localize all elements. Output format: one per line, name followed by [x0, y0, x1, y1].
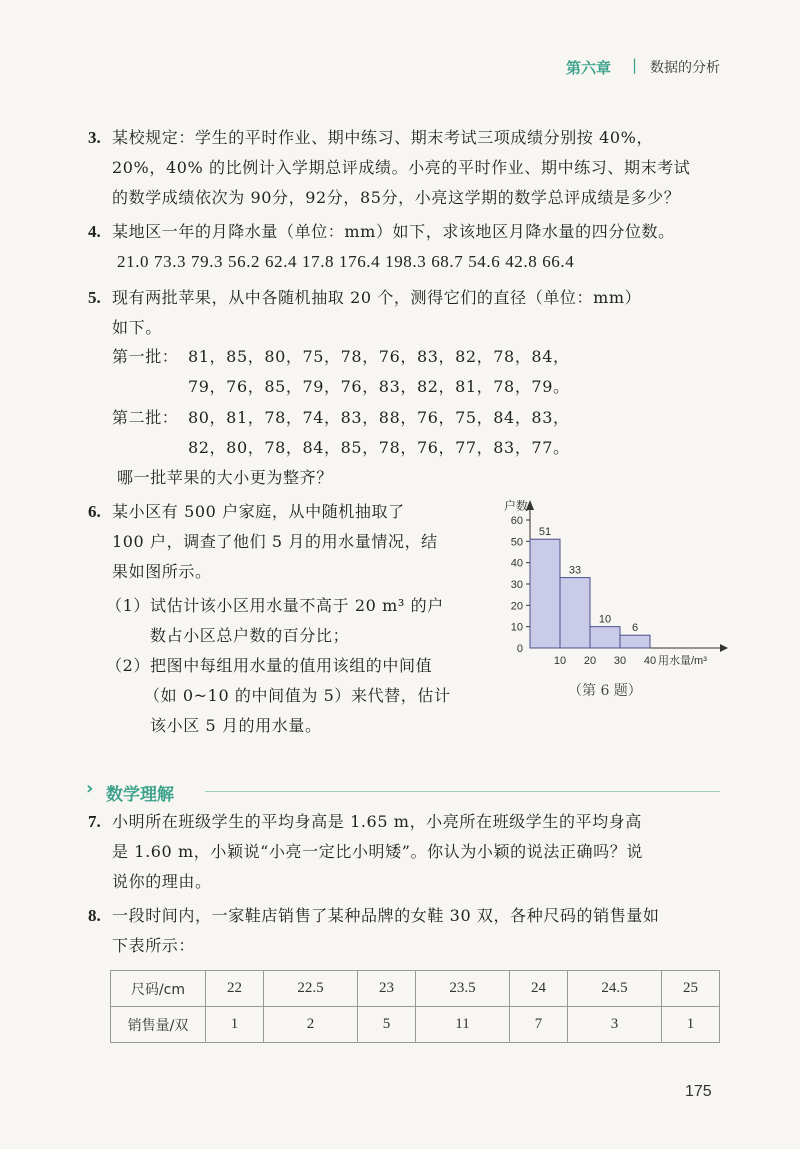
question-8-line-1: 一段时间内，一家鞋店销售了某种品牌的女鞋 30 双，各种尺码的销售量如 [112, 906, 660, 925]
question-7-line-1: 小明所在班级学生的平均身高是 1.65 m，小亮所在班级学生的平均身高 [112, 812, 642, 831]
water-usage-histogram [488, 496, 738, 676]
batch-1-values-line-2: 79，76，85，79，76，83，82，81，78，79。 [188, 377, 570, 396]
question-6-line-2: 100 户，调查了他们 5 月的用水量情况，结 [112, 532, 438, 551]
table-cell: 3 [567, 1007, 661, 1043]
question-3-line-1: 某校规定：学生的平时作业、期中练习、期末考试三项成绩分别按 40%， [112, 128, 654, 147]
x-axis-label: 用水量/m³ [658, 655, 707, 667]
bar-data-label: 51 [538, 526, 552, 539]
question-7-line-2: 是 1.60 m，小颖说“小亮一定比小明矮”。你认为小颖的说法正确吗？说 [112, 842, 643, 861]
histogram-bar [620, 635, 650, 648]
question-7-line-3: 说你的理由。 [112, 872, 212, 891]
sub-question-1-line-1: 试估计该小区用水量不高于 20 m³ 的户 [150, 596, 444, 615]
x-tick-label: 40 [643, 655, 657, 667]
section-title: 数学理解 [106, 785, 174, 805]
y-tick-label: 30 [510, 579, 523, 591]
batch-1-label: 第一批： [112, 347, 179, 366]
chapter-title: 数据的分析 [650, 60, 720, 76]
table-cell: 11 [415, 1007, 509, 1043]
chapter-label: 第六章 [566, 59, 612, 77]
table-cell: 1 [206, 1007, 264, 1043]
table-row [111, 1007, 720, 1043]
table-cell: 5 [358, 1007, 416, 1043]
table-cell: 23.5 [415, 971, 509, 1007]
batch-1-values-line-1: 81，85，80，75，78，76，83，82，78，84， [188, 347, 570, 366]
sub-question-2-label: （2） [106, 656, 150, 675]
question-3-number: 3. [88, 128, 101, 147]
sub-question-2-line-1: 把图中每组用水量的值用该组的中间值 [150, 656, 433, 675]
question-3-line-2: 20%，40% 的比例计入学期总评成绩。小亮的平时作业、期中练习、期末考试 [112, 158, 691, 177]
row-header-sales: 销售量/双 [111, 1007, 206, 1043]
batch-2-values-line-1: 80，81，78，74，83，88，76，75，84，83， [188, 408, 570, 427]
question-3-line-3: 的数学成绩依次为 90分，92分，85分，小亮这学期的数学总评成绩是多少？ [112, 188, 681, 207]
histogram-bar [530, 539, 560, 648]
y-tick-label: 20 [510, 600, 523, 613]
y-axis-label: 户数 [503, 499, 528, 513]
question-4-line-1: 某地区一年的月降水量（单位：mm）如下，求该地区月降水量的四分位数。 [112, 222, 675, 241]
row-header-size: 尺码/cm [111, 971, 206, 1007]
y-tick-label: 0 [516, 643, 523, 655]
question-5-line-1: 现有两批苹果，从中各随机抽取 20 个，测得它们的直径（单位：mm） [112, 288, 642, 307]
figure-caption: （第 6 题） [568, 683, 642, 699]
question-5-ask: 哪一批苹果的大小更为整齐？ [117, 468, 333, 487]
y-tick-label: 50 [510, 536, 523, 549]
x-tick-label: 10 [553, 655, 567, 667]
table-row [111, 971, 720, 1007]
table-cell: 7 [510, 1007, 568, 1043]
question-6-line-3: 果如图所示。 [112, 562, 212, 581]
page-number: 175 [685, 1083, 712, 1100]
table-cell: 22 [206, 971, 264, 1007]
bar-data-label: 33 [568, 564, 582, 577]
sub-question-2-line-3: 该小区 5 月的用水量。 [150, 716, 322, 735]
question-5-line-2: 如下。 [112, 318, 162, 337]
sub-question-2-line-2: （如 0~10 的中间值为 5）来代替，估计 [144, 686, 451, 705]
question-6-number: 6. [88, 502, 101, 521]
chevron-right-icon: › [86, 778, 94, 799]
bar-data-label: 10 [598, 613, 612, 626]
table-cell: 1 [662, 1007, 720, 1043]
question-5-number: 5. [88, 288, 101, 307]
question-8-line-2: 下表所示： [112, 936, 196, 955]
table-cell: 22.5 [263, 971, 357, 1007]
sub-question-1-line-2: 数占小区总户数的百分比； [150, 626, 350, 645]
table-cell: 2 [263, 1007, 357, 1043]
histogram-bar [560, 578, 590, 648]
question-4-number: 4. [88, 222, 101, 241]
shoe-sales-table [110, 970, 720, 1043]
histogram-bar [590, 627, 620, 648]
bar-data-label: 6 [631, 622, 639, 635]
batch-2-values-line-2: 82，80，78，84，85，78，76，77，83，77。 [188, 438, 570, 457]
y-tick-label: 10 [510, 621, 523, 634]
header-separator: | [632, 56, 638, 74]
sub-question-1-label: （1） [106, 596, 150, 615]
table-cell: 24 [510, 971, 568, 1007]
x-tick-label: 30 [613, 655, 627, 667]
batch-2-label: 第二批： [112, 408, 179, 427]
table-cell: 24.5 [567, 971, 661, 1007]
question-8-number: 8. [88, 906, 101, 925]
x-tick-label: 20 [583, 655, 597, 667]
y-tick-label: 40 [510, 557, 523, 570]
table-cell: 23 [358, 971, 416, 1007]
y-tick-label: 60 [510, 515, 523, 527]
question-7-number: 7. [88, 812, 101, 831]
rainfall-values: 21.0 73.3 79.3 56.2 62.4 17.8 176.4 198.3 68.7 54.6 42.8 66.4 [117, 252, 575, 271]
table-cell: 25 [662, 971, 720, 1007]
section-divider [205, 791, 720, 792]
x-axis-arrow-icon [720, 644, 728, 652]
question-6-line-1: 某小区有 500 户家庭，从中随机抽取了 [112, 502, 405, 521]
